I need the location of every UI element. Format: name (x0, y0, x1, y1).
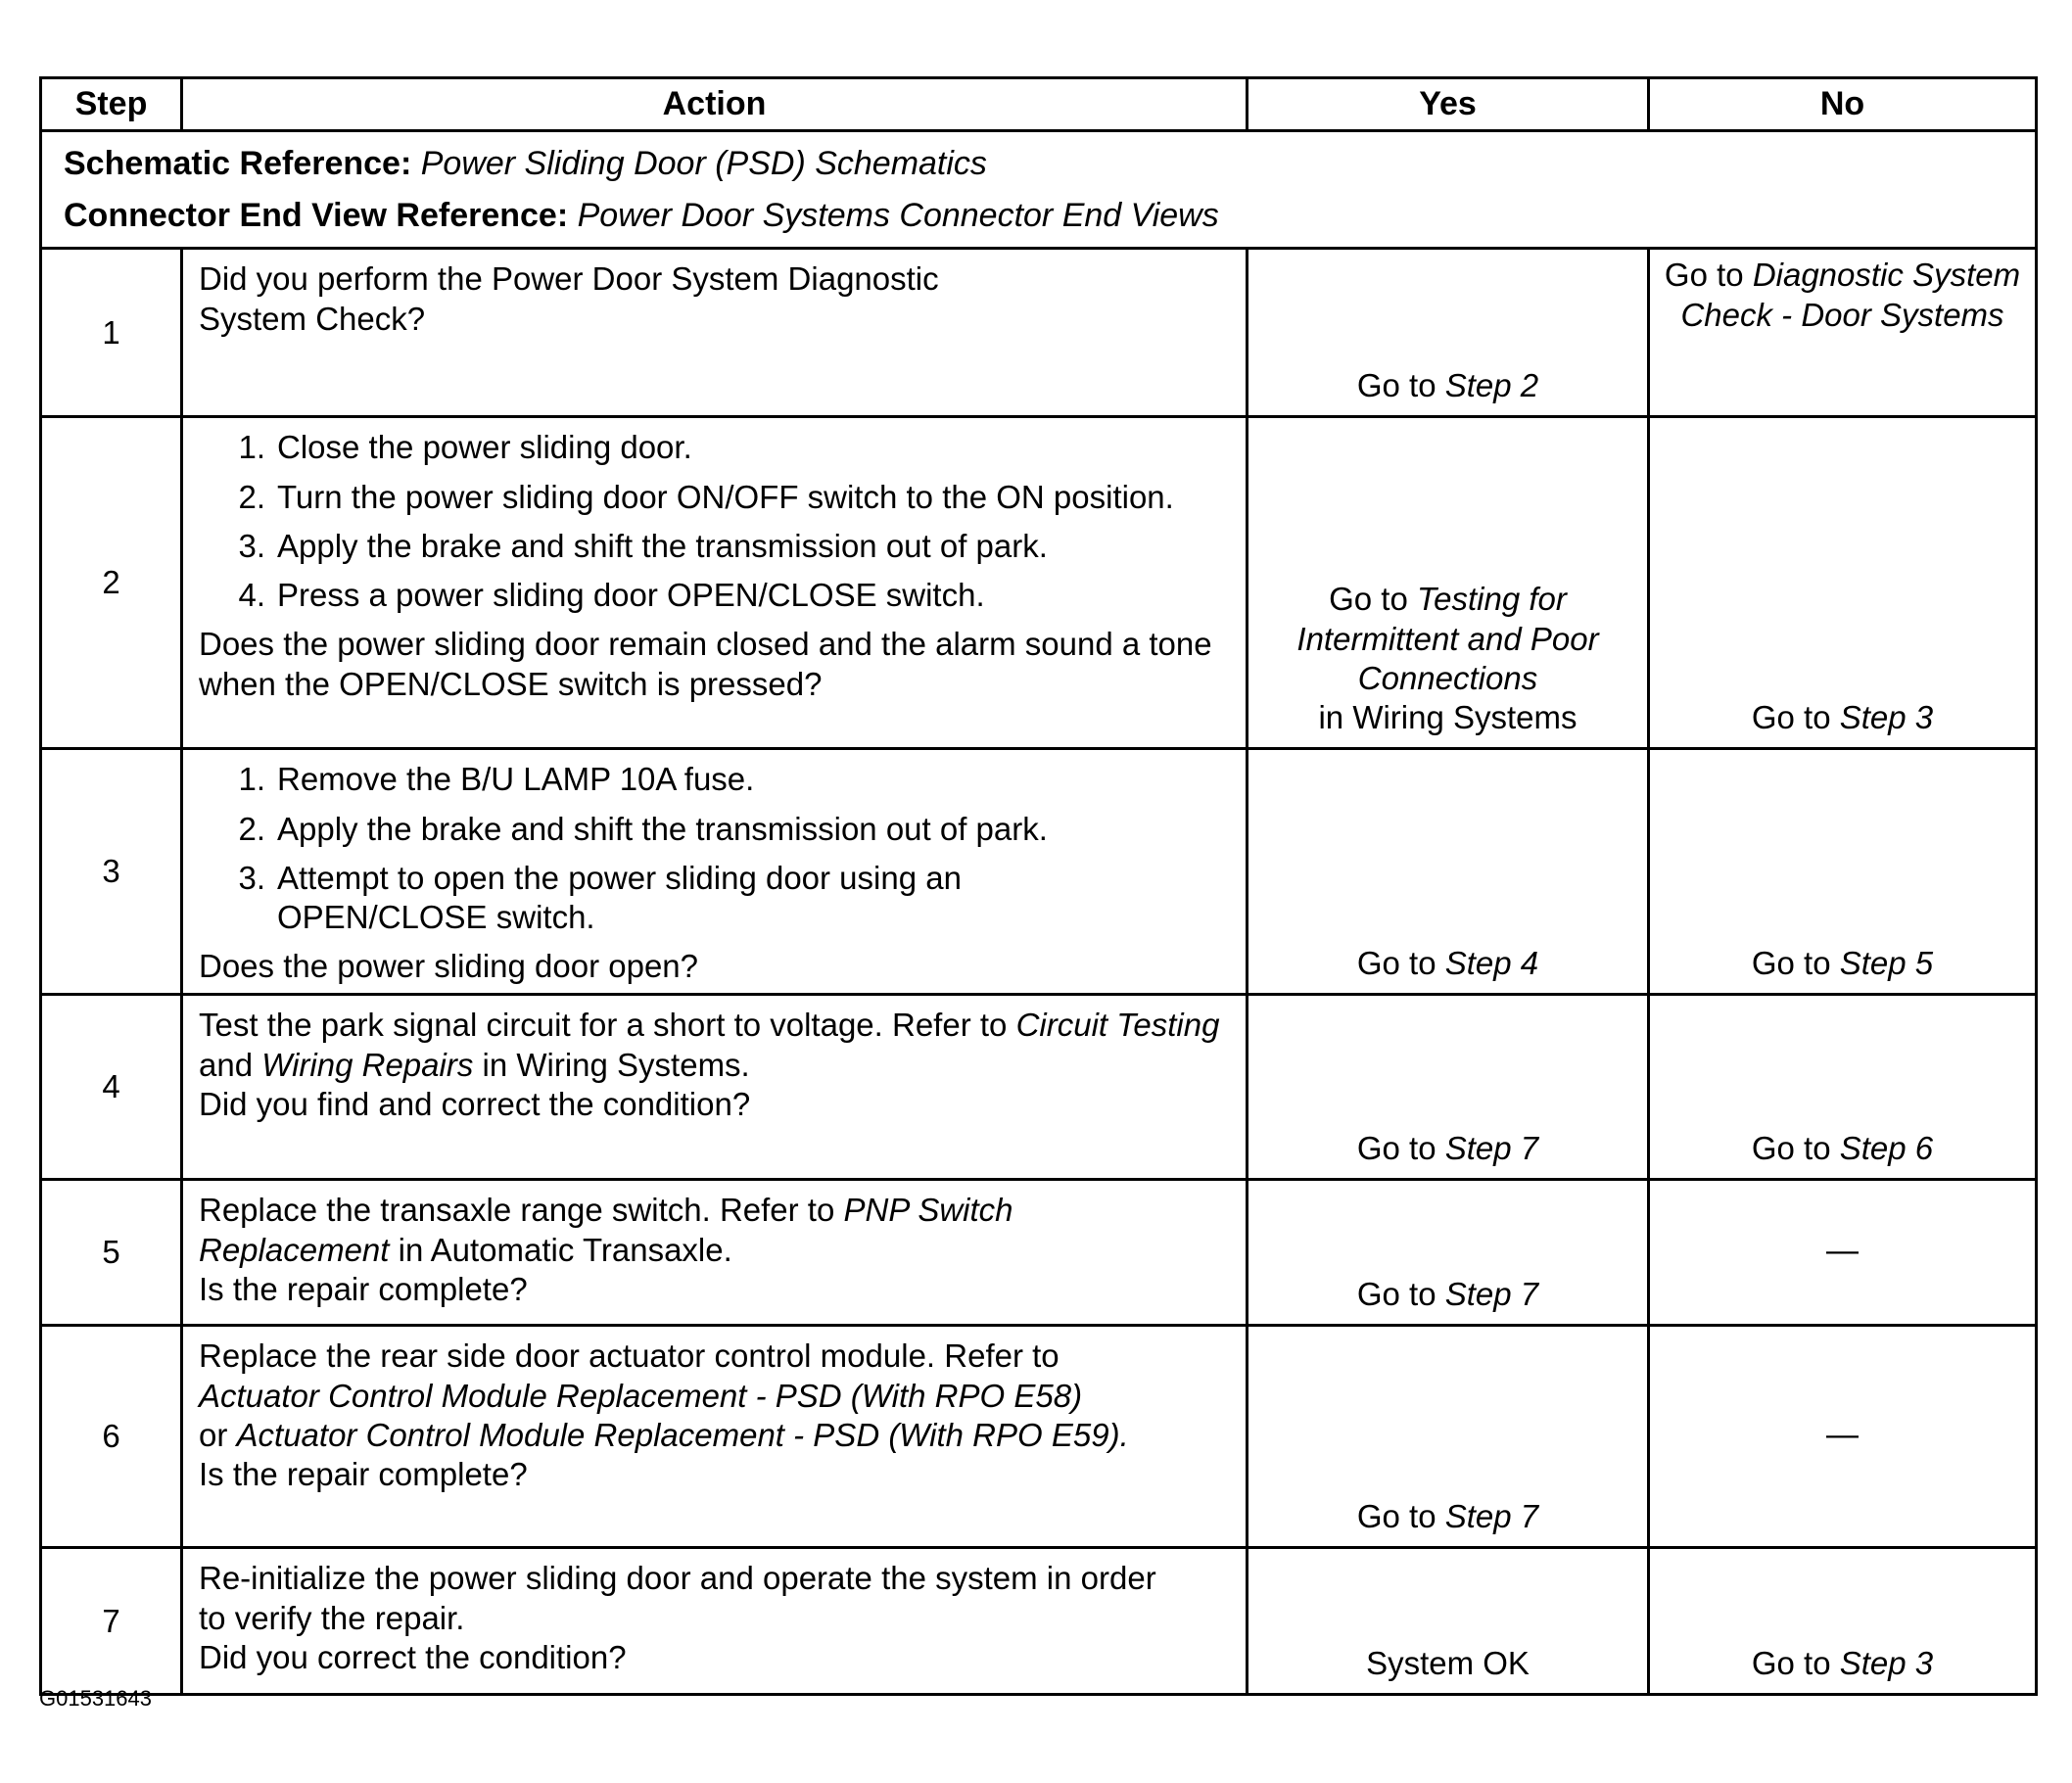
action-cell (182, 417, 1248, 749)
no-prefix: Go to (1751, 699, 1840, 736)
list-item: 1. Remove the B/U LAMP 10A fuse. (238, 761, 755, 798)
action-cell (182, 1326, 1248, 1548)
no-link[interactable]: Step 6 (1839, 1130, 1934, 1167)
yes-prefix: Go to (1356, 1498, 1445, 1535)
header-no: No (1649, 78, 2037, 131)
yes-cell (1248, 995, 1649, 1180)
yes-prefix: Go to (1329, 581, 1417, 618)
no-cell (1649, 749, 2037, 995)
action-question: Did you correct the condition? (199, 1638, 627, 1675)
header-row (41, 78, 2037, 131)
yes-prefix: Go to (1356, 945, 1445, 982)
yes-cell (1248, 417, 1649, 749)
action-question: Did you find and correct the condition? (199, 1085, 751, 1122)
yes-cell (1248, 749, 1649, 995)
yes-prefix: Go to (1356, 1130, 1445, 1167)
action-link[interactable]: Wiring Repairs (261, 1046, 474, 1083)
table-row (41, 749, 2037, 995)
table-row (41, 1180, 2037, 1326)
schematic-reference-link[interactable]: Power Sliding Door (PSD) Schematics (420, 145, 987, 182)
connector-reference-link[interactable]: Power Door Systems Connector End Views (577, 196, 1219, 234)
action-cell (182, 749, 1248, 995)
connector-reference (64, 190, 2013, 242)
yes-link[interactable]: Step 7 (1444, 1276, 1539, 1313)
yes-prefix: Go to (1356, 367, 1445, 404)
yes-link[interactable]: Step 7 (1444, 1498, 1539, 1535)
yes-cell: System OK (1248, 1548, 1649, 1695)
substep-list (199, 428, 1230, 625)
list-item: 2. Turn the power sliding door ON/OFF switch to the ON position. (238, 478, 1174, 515)
action-link[interactable]: Actuator Control Module Replacement - PSD (With RPO E59). (236, 1416, 1129, 1453)
yes-suffix: in Wiring Systems (1318, 699, 1578, 736)
action-text: Re-initialize the power sliding door and operate the system in order to verify the repair. (199, 1560, 1156, 1636)
action-cell (182, 1180, 1248, 1326)
list-item: 2. Apply the brake and shift the transmission out of park. (238, 810, 1048, 847)
action-cell (182, 995, 1248, 1180)
action-text: Test the park signal circuit for a short to voltage. Refer to Circuit Testing and Wiring Repairs in Wiring Systems. (199, 1007, 1220, 1083)
header-step: Step (41, 78, 182, 131)
step-number: 5 (41, 1180, 182, 1326)
yes-cell (1248, 249, 1649, 417)
action-question: Does the power sliding door remain closed and the alarm sound a tone when the OPEN/CLOSE switch is pressed? (199, 626, 1212, 702)
yes-link[interactable]: Step 4 (1444, 945, 1539, 982)
table-row (41, 249, 2037, 417)
action-cell (182, 249, 1248, 417)
no-cell (1649, 417, 2037, 749)
reference-row (41, 131, 2037, 249)
table-row (41, 1326, 2037, 1548)
no-cell (1649, 249, 2037, 417)
table-row (41, 995, 2037, 1180)
yes-prefix: Go to (1356, 1276, 1445, 1313)
no-prefix: Go to (1751, 1645, 1840, 1682)
diagnostic-table (39, 76, 2038, 1696)
no-prefix: Go to (1751, 945, 1840, 982)
no-link[interactable]: Step 3 (1839, 699, 1934, 736)
action-link[interactable]: Circuit Testing (1015, 1007, 1220, 1044)
action-question: Does the power sliding door open? (199, 948, 699, 985)
figure-id: G01531643 (39, 1686, 152, 1711)
action-text: Replace the transaxle range switch. Refer to PNP Switch Replacement in Automatic Transaxle. (199, 1192, 1013, 1268)
list-item: 3. Apply the brake and shift the transmission out of park. (238, 527, 1048, 564)
no-prefix: Go to (1664, 257, 1753, 294)
step-number: 7 (41, 1548, 182, 1695)
list-item: 3. Attempt to open the power sliding door using an OPEN/CLOSE switch. (238, 859, 962, 936)
no-cell (1649, 1548, 2037, 1695)
no-cell: — (1649, 1180, 2037, 1326)
step-number: 6 (41, 1326, 182, 1548)
schematic-reference (64, 138, 2013, 190)
no-cell (1649, 995, 2037, 1180)
step-number: 1 (41, 249, 182, 417)
header-yes: Yes (1248, 78, 1649, 131)
no-cell: — (1649, 1326, 2037, 1548)
table-row (41, 1548, 2037, 1695)
step-number: 4 (41, 995, 182, 1180)
no-link[interactable]: Step 3 (1839, 1645, 1934, 1682)
table-row (41, 417, 2037, 749)
action-cell (182, 1548, 1248, 1695)
action-question: Is the repair complete? (199, 1456, 528, 1493)
list-item: 1. Close the power sliding door. (238, 429, 692, 466)
step-number: 2 (41, 417, 182, 749)
yes-cell (1248, 1180, 1649, 1326)
action-text: Replace the rear side door actuator control module. Refer to Actuator Control Module Replacement - PSD (With RPO E58) or Actuator Control Module Replacement - PSD (With RPO E59). (199, 1337, 1129, 1453)
no-link[interactable]: Diagnostic System Check - Door Systems (1680, 257, 2021, 333)
action-question: Is the repair complete? (199, 1270, 528, 1307)
no-link[interactable]: Step 5 (1839, 945, 1934, 982)
action-text: Did you perform the Power Door System Diagnostic System Check? (199, 260, 939, 337)
connector-reference-label: Connector End View Reference: (64, 196, 569, 234)
schematic-reference-label: Schematic Reference: (64, 145, 412, 182)
substep-list (199, 760, 1230, 947)
yes-link[interactable]: Step 2 (1444, 367, 1539, 404)
action-link[interactable]: Actuator Control Module Replacement - PSD (With RPO E58) (199, 1377, 1083, 1414)
yes-link[interactable]: Step 7 (1444, 1130, 1539, 1167)
reference-cell (41, 131, 2037, 249)
header-action: Action (182, 78, 1248, 131)
step-number: 3 (41, 749, 182, 995)
yes-cell (1248, 1326, 1649, 1548)
list-item: 4. Press a power sliding door OPEN/CLOSE switch. (238, 577, 985, 614)
action-link[interactable]: PNP Switch Replacement (199, 1192, 1013, 1268)
no-prefix: Go to (1751, 1130, 1840, 1167)
yes-link[interactable]: Testing for Intermittent and Poor Connections (1296, 581, 1599, 696)
